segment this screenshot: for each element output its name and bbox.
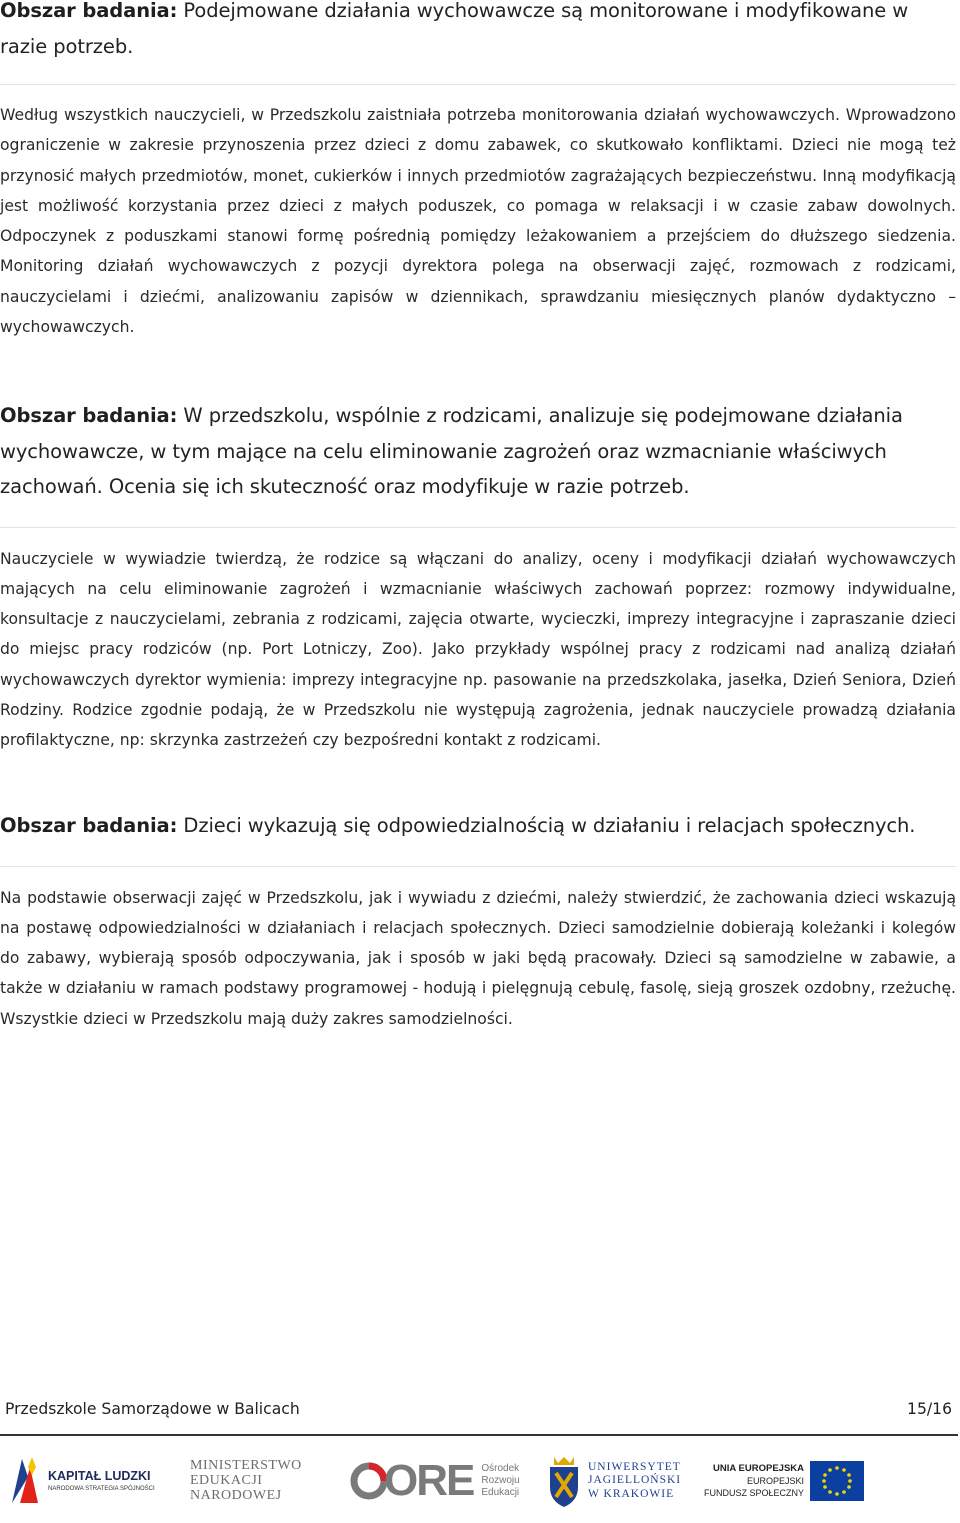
section-1	[0, 0, 956, 342]
section-paragraph: Według wszystkich nauczycieli, w Przedszkolu zaistniała potrzeba monitorowania działań wychowawczych. Wprowadzono ograniczenie w zakresie przynoszenia przez dzieci z domu zabawek, co skutkowało konfliktami. Dzieci nie mogą też przynosić małych przedmiotów, monet, cukierków i innych przedmiotów zagrażających bezpieczeństwu. Inną modyfikacją jest możliwość korzystania przez dzieci z małych poduszek, co pomaga w relaksacji i w czasie zabaw dowolnych. Odpoczynek z poduszkami stanowi formę pośrednią pomiędzy leżakowaniem a przejściem do dłuższego siedzenia. Monitoring działań wychowawczych z pozycji dyrektora polega na obserwacji zajęć, rozmowach z rodzicami, nauczycielami i dziećmi, analizowaniu zapisów w dziennikach, sprawdzaniu miesięcznych planów dydaktyczno – wychowawczych.	[0, 106, 956, 337]
divider	[0, 866, 956, 867]
section-heading	[0, 398, 956, 505]
section-heading	[0, 0, 956, 64]
ore-mark: ORE	[384, 1456, 474, 1505]
kapital-ludzki-logo	[8, 1446, 168, 1516]
kapital-title: KAPITAŁ LUDZKI	[48, 1469, 151, 1484]
eu-flag-icon	[810, 1461, 864, 1501]
footer-institution: Przedszkole Samorządowe w Balicach	[5, 1400, 300, 1418]
uj-crest-icon	[546, 1453, 582, 1509]
ore-logo	[350, 1446, 530, 1516]
section-2	[0, 398, 956, 756]
uj-line-1: UNIWERSYTET	[588, 1460, 681, 1473]
ore-line-3: Edukacji	[481, 1487, 520, 1498]
funding-logos	[0, 1446, 960, 1516]
men-logo	[190, 1446, 330, 1516]
kapital-subtitle: NARODOWA STRATEGIA SPÓJNOŚCI	[48, 1485, 155, 1492]
divider	[0, 527, 956, 528]
eu-line-2: EUROPEJSKI	[747, 1475, 805, 1486]
eu-line-1: UNIA EUROPEJSKA	[713, 1463, 805, 1475]
uj-line-2: JAGIELLOŃSKI	[588, 1474, 682, 1487]
eu-logo	[704, 1446, 868, 1516]
section-paragraph: Nauczyciele w wywiadzie twierdzą, że rodzice są włączani do analizy, oceny i modyfikacji działań wychowawczych mających na celu eliminowanie zagrożeń i wzmacnianie właściwych zachowań poprzez: rozmowy indywidualne, konsultacje z nauczycielami, zebrania z rodzicami, zajęcia otwarte, wycieczki, imprezy integracyjne i zapraszanie dzieci do miejsc pracy rodziców (np. Port Lotniczy, Zoo). Jako przykłady wspólnej pracy z rodzicami nad analizą działań wychowawczych dyrektor wymienia: imprezy integracyjne np. pasowanie na przedszkolaka, jasełka, Dzień Seniora, Dzień Rodziny. Rodzice zgodnie podają, że w Przedszkolu nie występują zagrożenia, jednak nauczyciele prowadzą działania profilaktyczne, np: skrzynka zastrzeżeń czy bezpośredni kontakt z rodzicami.	[0, 549, 956, 750]
men-line-1: MINISTERSTWO	[190, 1458, 302, 1473]
page-footer	[5, 1400, 952, 1418]
kapital-ludzki-icon	[8, 1453, 42, 1509]
page-number: 15/16	[907, 1400, 952, 1418]
ore-circle-icon	[350, 1462, 388, 1500]
heading-title: Podejmowane działania wychowawcze są monitorowane i modyfikowane w razie potrzeb.	[0, 0, 909, 58]
heading-label: Obszar badania:	[0, 0, 178, 22]
heading-label: Obszar badania:	[0, 404, 178, 427]
heading-title: W przedszkolu, wspólnie z rodzicami, analizuje się podejmowane działania wychowawcze, w tym mające na celu eliminowanie zagrożeń oraz wzmacnianie właściwych zachowań. Ocenia się ich skuteczność oraz modyfikuje w razie potrzeb.	[0, 404, 903, 498]
ore-line-1: Ośrodek	[481, 1463, 520, 1474]
men-line-3: NARODOWEJ	[190, 1488, 282, 1503]
heading-title: Dzieci wykazują się odpowiedzialnością w działaniu i relacjach społecznych.	[177, 814, 916, 837]
ore-line-2: Rozwoju	[481, 1475, 520, 1486]
section-heading	[0, 808, 956, 844]
uj-line-3: W KRAKOWIE	[588, 1487, 675, 1500]
heading-label: Obszar badania:	[0, 814, 178, 837]
eu-line-3: FUNDUSZ SPOŁECZNY	[704, 1487, 805, 1498]
section-3	[0, 808, 956, 1034]
section-paragraph: Na podstawie obserwacji zajęć w Przedszkolu, jak i wywiadu z dziećmi, należy stwierdzić, że zachowania dzieci wskazują na postawę odpowiedzialności w działaniach i relacjach społecznych. Dzieci samodzielnie dobierają koleżanki i kolegów do zabawy, wybierają sposób odpoczywania, jak i sposób w jaki będą pracowały. Dzieci są samodzielne w zabawie, a także w działaniu w ramach podstawy programowej - hodują i pielęgnują cebulę, fasolę, sieją groszek ozdobny, rzeżuchę. Wszystkie dzieci w Przedszkolu mają duży zakres samodzielności.	[0, 888, 956, 1028]
uj-logo	[546, 1446, 691, 1516]
men-line-2: EDUKACJI	[190, 1473, 263, 1488]
divider	[0, 84, 956, 85]
footer-rule	[0, 1434, 958, 1436]
